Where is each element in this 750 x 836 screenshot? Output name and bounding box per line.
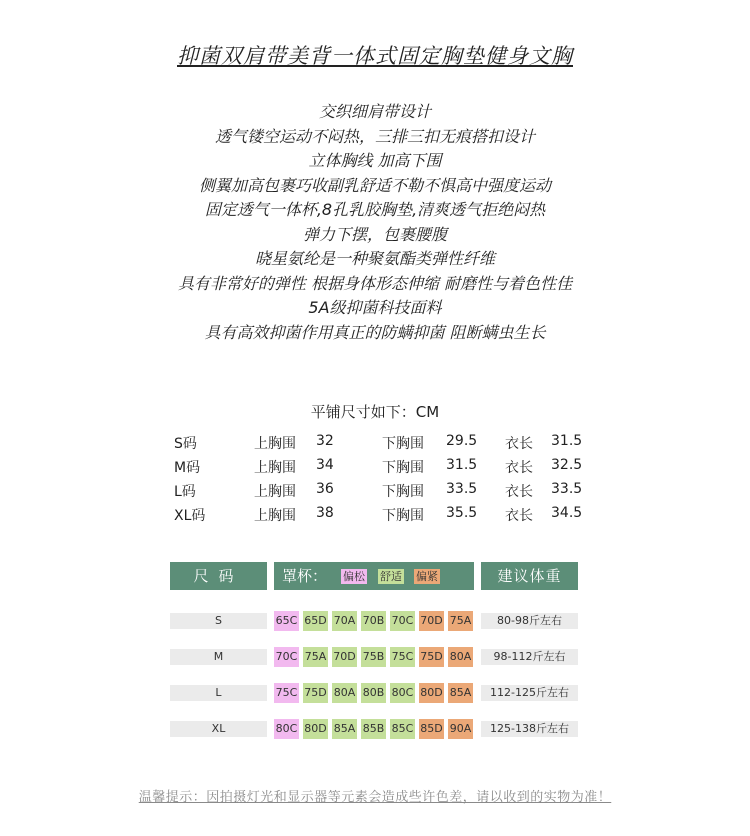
cup-cell: 80A — [448, 647, 473, 667]
upper-bust-value: 32 — [316, 433, 334, 449]
cup-cell: 70B — [361, 611, 386, 631]
size-label: L码 — [174, 484, 196, 500]
upper-bust-label: 上胸围 — [254, 436, 296, 452]
cup-table-row — [0, 683, 750, 703]
lower-bust-value: 33.5 — [446, 481, 478, 497]
cup-cell: 65D — [303, 611, 328, 631]
length-value: 32.5 — [551, 457, 583, 473]
legend-tight: 偏紧 — [416, 570, 438, 583]
length-label: 衣长 — [505, 436, 533, 452]
feature-line: 侧翼加高包裹巧收副乳舒适不勒不惧高中强度运动 — [198, 175, 551, 195]
feature-line: 晓星氨纶是一种聚氨酯类弹性纤维 — [254, 249, 495, 268]
row-weight: 112-125斤左右 — [481, 685, 578, 701]
cup-cell: 90A — [448, 719, 473, 739]
lower-bust-label: 下胸围 — [382, 484, 424, 500]
feature-line: 固定透气一体杯,8孔乳胶胸垫,清爽透气拒绝闷热 — [204, 200, 546, 219]
feature-line: 5A级抑菌科技面料 — [308, 298, 442, 317]
cup-cell: 80C — [390, 683, 415, 703]
lower-bust-label: 下胸围 — [382, 436, 424, 452]
cup-cell: 75C — [390, 647, 415, 667]
cup-table-cup-header — [274, 562, 474, 590]
lower-bust-value: 31.5 — [446, 457, 478, 473]
row-weight: 125-138斤左右 — [481, 721, 578, 737]
cup-cell: 85C — [390, 719, 415, 739]
row-weight: 98-112斤左右 — [481, 649, 578, 665]
cup-cell: 80D — [419, 683, 444, 703]
cup-table-row — [0, 719, 750, 739]
feature-line: 具有高效抑菌作用真正的防螨抑菌 阻断螨虫生长 — [204, 322, 546, 342]
color-notice: 温馨提示：因拍摄灯光和显示器等元素会造成些许色差，请以收到的实物为准！ — [138, 790, 612, 805]
lower-bust-label: 下胸围 — [382, 508, 424, 524]
size-row — [0, 505, 750, 529]
feature-line: 具有非常好的弹性 根据身体形态伸缩 耐磨性与着色性佳 — [177, 273, 573, 293]
lower-bust-value: 29.5 — [446, 433, 478, 449]
legend-fit: 舒适 — [380, 570, 402, 583]
length-label: 衣长 — [505, 484, 533, 500]
upper-bust-label: 上胸围 — [254, 460, 296, 476]
cup-table-row — [0, 611, 750, 631]
cup-header-label: 罩杯： — [282, 567, 328, 585]
cup-cell: 80C — [274, 719, 299, 739]
cup-cell: 80B — [361, 683, 386, 703]
cup-table-weight-header: 建议体重 — [481, 562, 578, 590]
cup-cell: 75D — [419, 647, 444, 667]
cup-cell: 65C — [274, 611, 299, 631]
size-label: M码 — [174, 460, 201, 476]
cup-cell: 85A — [448, 683, 473, 703]
row-size: L — [170, 685, 267, 701]
length-value: 34.5 — [551, 505, 583, 521]
cup-table-row — [0, 647, 750, 667]
size-row — [0, 481, 750, 505]
row-size: M — [170, 649, 267, 665]
upper-bust-value: 38 — [316, 505, 334, 521]
size-row — [0, 457, 750, 481]
lower-bust-value: 35.5 — [446, 505, 478, 521]
size-label: S码 — [174, 436, 197, 452]
size-label: XL码 — [174, 508, 206, 524]
row-size: S — [170, 613, 267, 629]
cup-cell: 75D — [303, 683, 328, 703]
feature-list — [0, 100, 750, 345]
legend-loose: 偏松 — [343, 570, 365, 583]
feature-line: 透气镂空运动不闷热，三排三扣无痕搭扣设计 — [214, 126, 535, 146]
row-weight: 80-98斤左右 — [481, 613, 578, 629]
size-heading: 平铺尺寸如下：CM — [310, 403, 440, 421]
cup-table-size-header: 尺码 — [170, 562, 267, 590]
lower-bust-label: 下胸围 — [382, 460, 424, 476]
cup-cell: 85B — [361, 719, 386, 739]
cup-cell: 85D — [419, 719, 444, 739]
feature-line: 立体胸线 加高下围 — [308, 151, 442, 170]
page-title: 抑菌双肩带美背一体式固定胸垫健身文胸 — [177, 44, 573, 68]
upper-bust-label: 上胸围 — [254, 508, 296, 524]
feature-line: 弹力下摆，包裹腰腹 — [302, 224, 447, 244]
cup-cell: 85A — [332, 719, 357, 739]
cup-cell: 70C — [390, 611, 415, 631]
length-label: 衣长 — [505, 460, 533, 476]
cup-cell: 70A — [332, 611, 357, 631]
upper-bust-value: 34 — [316, 457, 334, 473]
cup-cell: 75A — [448, 611, 473, 631]
cup-cell: 70D — [332, 647, 357, 667]
length-label: 衣长 — [505, 508, 533, 524]
cup-cell: 75B — [361, 647, 386, 667]
upper-bust-value: 36 — [316, 481, 334, 497]
cup-cell: 75A — [303, 647, 328, 667]
cup-cell: 80D — [303, 719, 328, 739]
upper-bust-label: 上胸围 — [254, 484, 296, 500]
length-value: 31.5 — [551, 433, 583, 449]
cup-cell: 75C — [274, 683, 299, 703]
size-row — [0, 433, 750, 457]
row-size: XL — [170, 721, 267, 737]
cup-cell: 70D — [419, 611, 444, 631]
length-value: 33.5 — [551, 481, 583, 497]
cup-cell: 70C — [274, 647, 299, 667]
feature-line: 交织细肩带设计 — [318, 102, 431, 121]
cup-cell: 80A — [332, 683, 357, 703]
